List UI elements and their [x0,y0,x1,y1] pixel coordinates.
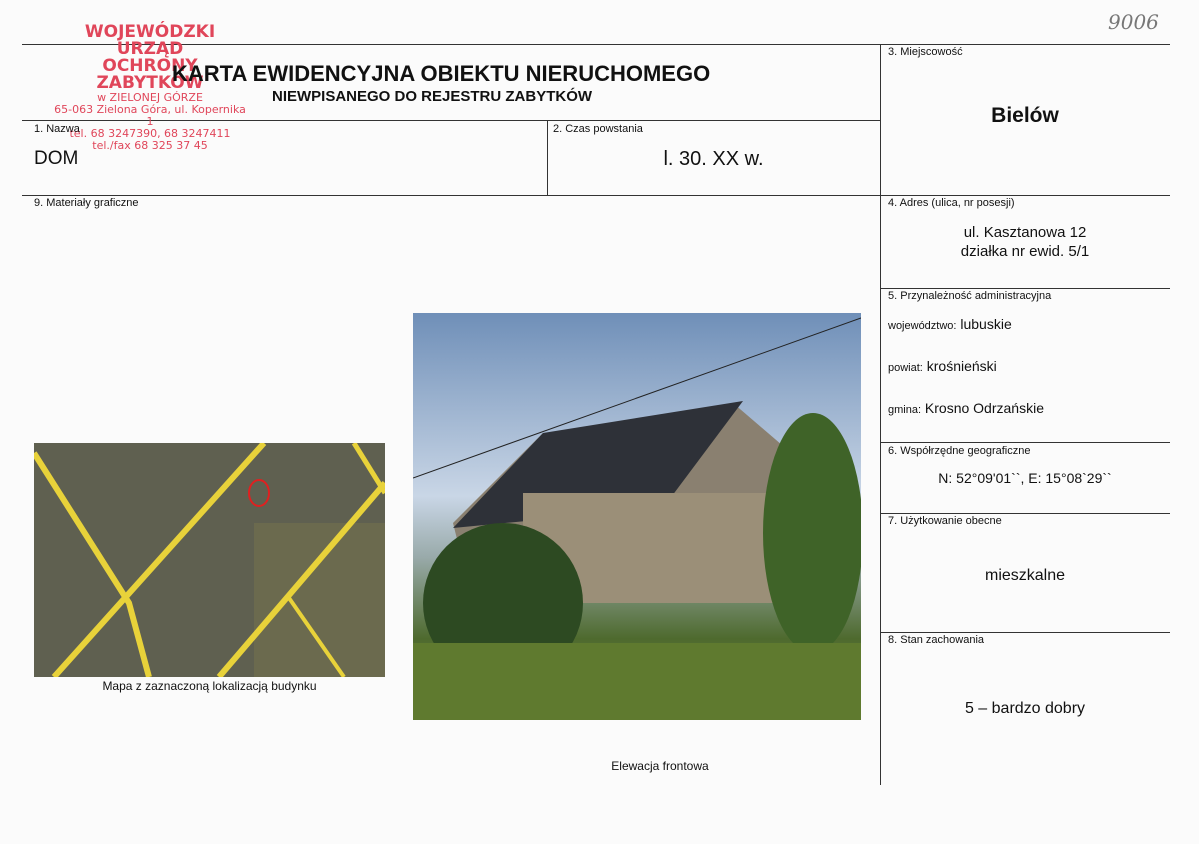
value: lubuskie [960,316,1012,332]
rule [880,632,1170,633]
map-graphic [34,443,385,677]
stamp-line: w ZIELONEJ GÓRZE [97,91,203,104]
field-label: 8. Stan zachowania [888,634,985,646]
location-map-image [34,443,385,677]
photo-graphic [413,313,861,720]
field-label: 1. Nazwa [34,123,80,135]
voivodeship [888,316,1012,332]
rule [22,195,1170,196]
stamp-line: tel. 68 3247390, 68 3247411 [69,127,231,140]
handwritten-number: 9006 [1108,10,1159,34]
field-value: Bielów [991,104,1059,127]
field-label: 9. Materiały graficzne [34,197,139,209]
photo-caption: Elewacja frontowa [611,759,709,773]
address-line: ul. Kasztanowa 12 [963,224,1087,241]
county [888,358,997,374]
rule [880,288,1170,289]
label: powiat: [888,362,923,374]
office-stamp [50,24,250,152]
field-label: 2. Czas powstania [553,123,643,135]
field-label: 4. Adres (ulica, nr posesji) [888,197,1015,209]
stamp-line: 65-063 Zielona Góra, ul. Kopernika 1 [54,103,246,128]
commune [888,400,1044,416]
field-value: DOM [34,148,79,169]
stamp-line: OCHRONY ZABYTKÓW [96,56,204,93]
stamp-line: tel./fax 68 325 37 45 [92,139,208,152]
field-value: l. 30. XX w. [663,148,764,170]
field-label: 7. Użytkowanie obecne [888,515,1002,527]
value: Krosno Odrzańskie [924,400,1044,416]
address [880,223,1170,261]
field-label: 3. Miejscowość [888,46,963,58]
field-label: 6. Współrzędne geograficzne [888,445,1031,457]
page-subtitle: NIEWPISANEGO DO REJESTRU ZABYTKÓW [272,88,593,105]
label: gmina: [888,404,922,416]
field-value: mieszkalne [984,567,1066,584]
field-label: 5. Przynależność administracyjna [888,290,1052,302]
page-title: KARTA EWIDENCYJNA OBIEKTU NIERUCHOMEGO [172,61,711,86]
stamp-line: WOJEWÓDZKI URZĄD [84,22,216,59]
rule [880,513,1170,514]
map-caption: Mapa z zaznaczoną lokalizacją budynku [102,679,317,693]
value: krośnieński [926,358,997,374]
rule [880,442,1170,443]
address-line: działka nr ewid. 5/1 [960,243,1090,260]
front-elevation-photo [413,313,861,720]
field-value: N: 52°09'01``, E: 15°08`29`` [938,470,1112,486]
rule [880,44,881,785]
label: województwo: [888,320,957,332]
field-value: 5 – bardzo dobry [964,700,1086,717]
